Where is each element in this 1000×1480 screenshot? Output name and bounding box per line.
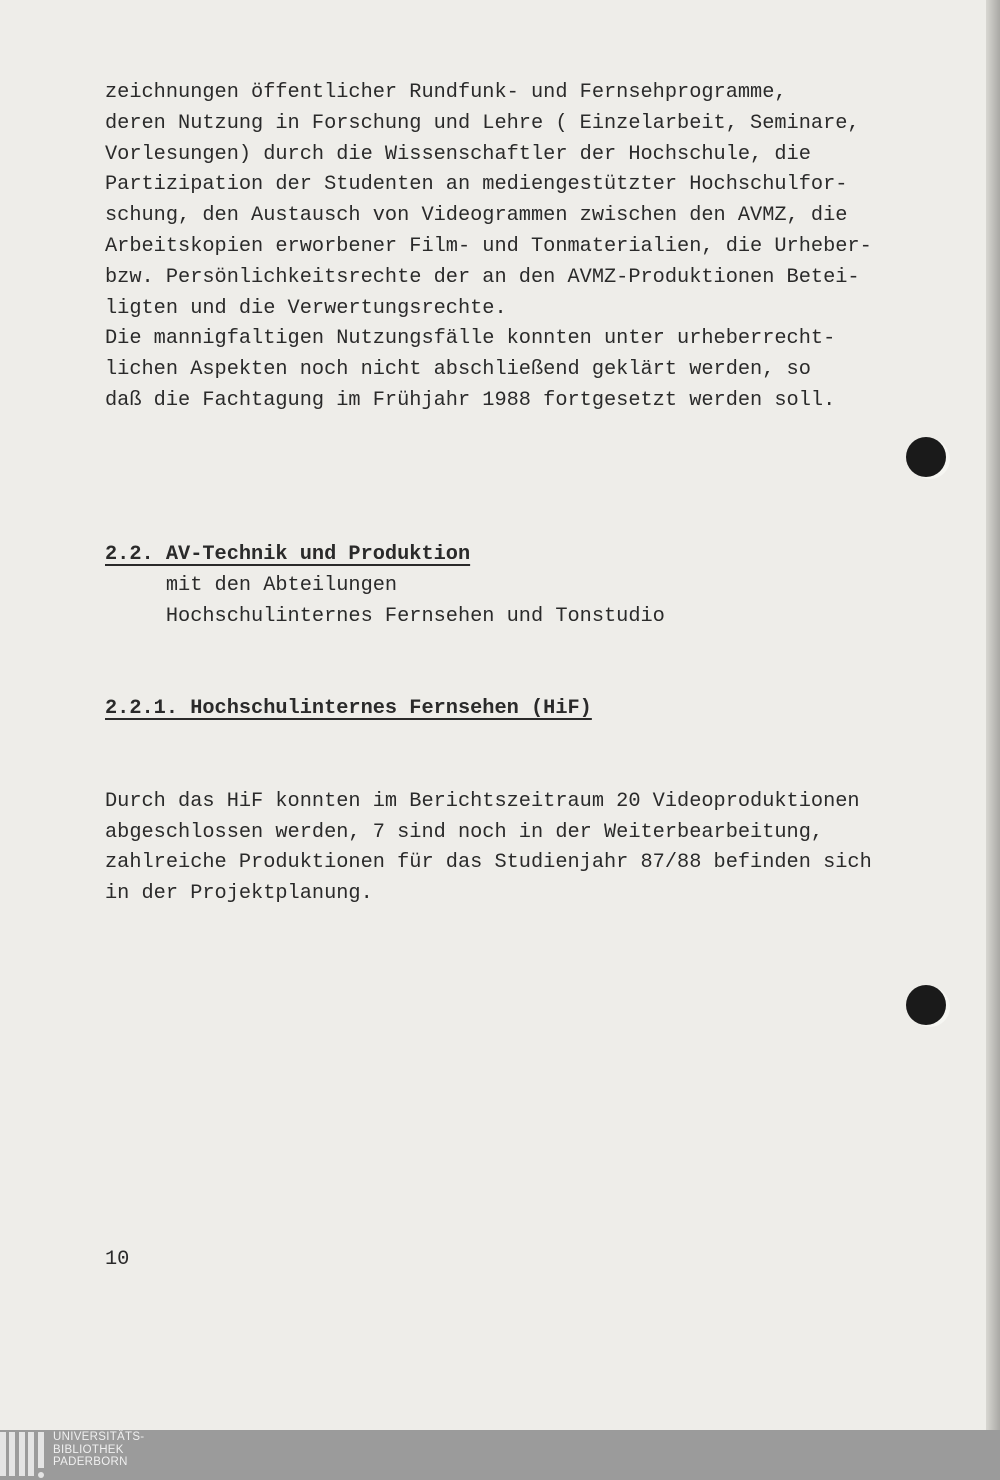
text-line: daß die Fachtagung im Frühjahr 1988 fortgesetzt werden soll. — [105, 389, 836, 412]
logo-line: PADERBORN — [53, 1456, 128, 1468]
text-line: ligten und die Verwertungsrechte. — [105, 296, 507, 320]
punch-hole — [906, 985, 946, 1025]
text-line: Die mannigfaltigen Nutzungsfälle konnten unter urheberrecht- — [105, 327, 836, 351]
text-line: in der Projektplanung. — [105, 881, 373, 905]
text-line: Arbeitskopien erworbener Film- und Tonmaterialien, die Urheber- — [105, 235, 872, 258]
text-line: bzw. Persönlichkeitsrechte der an den AVMZ-Produktionen Betei- — [105, 265, 860, 289]
punch-hole — [906, 437, 946, 477]
text-line: deren Nutzung in Forschung und Lehre ( Einzelarbeit, Seminare, — [105, 111, 860, 135]
text-line: Partizipation der Studenten an mediengestützter Hochschulfor- — [105, 173, 848, 197]
section-subtitle: Hochschulinternes Fernsehen und Tonstudio — [105, 605, 665, 628]
page-edge-shadow — [986, 0, 1000, 1430]
section-heading-2-2: 2.2. AV-Technik und Produktion — [105, 543, 471, 566]
text-line: Vorlesungen) durch die Wissenschaftler der Hochschule, die — [105, 142, 811, 166]
text-line: schung, den Austausch von Videogrammen zwischen den AVMZ, die — [105, 204, 848, 228]
text-line: Durch das HiF konnten im Berichtszeitraum 20 Videoproduktionen — [105, 790, 860, 813]
page-number: 10 — [105, 1248, 130, 1271]
text-line: zeichnungen öffentlicher Rundfunk- und Fernsehprogramme, — [105, 81, 787, 104]
logo-line: BIBLIOTHEK — [53, 1443, 124, 1456]
text-line: abgeschlossen werden, 7 sind noch in der Weiterbearbeitung, — [105, 820, 824, 844]
text-line: lichen Aspekten noch nicht abschließend geklärt werden, so — [105, 358, 811, 382]
text-line: zahlreiche Produktionen für das Studienjahr 87/88 befinden sich — [105, 851, 872, 874]
section-subtitle: mit den Abteilungen — [105, 574, 398, 597]
library-logo-text — [53, 1431, 144, 1469]
section-heading-2-2-1: 2.2.1. Hochschulinternes Fernsehen (HiF) — [105, 697, 592, 720]
logo-line: UNIVERSITÄTS- — [53, 1431, 145, 1443]
library-footer-bar — [0, 1430, 1000, 1480]
